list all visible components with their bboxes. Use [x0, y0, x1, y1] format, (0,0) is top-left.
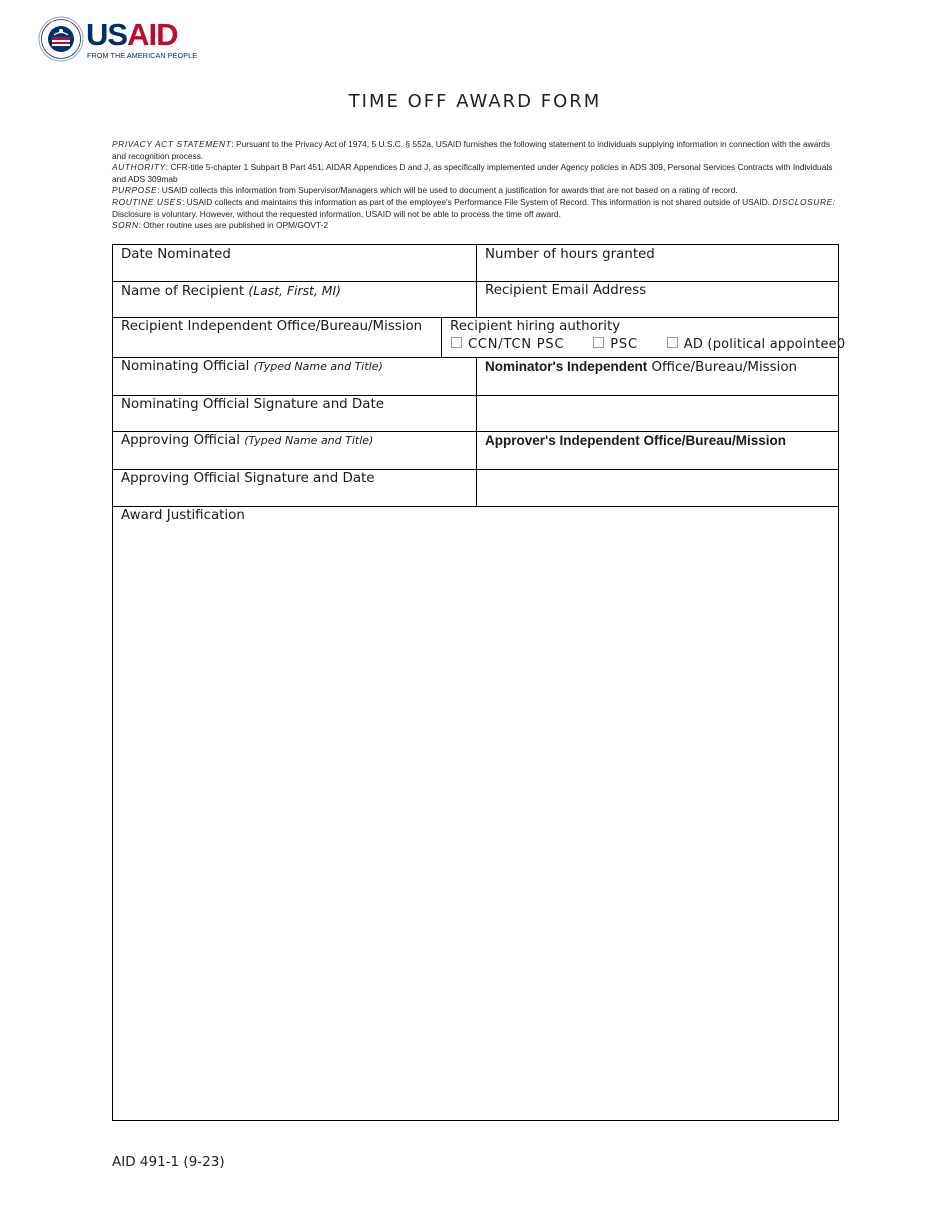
purpose-label: PURPOSE: [112, 185, 158, 196]
approver-office-field[interactable]: [476, 431, 838, 469]
disclosure-label: DISCLOSURE:: [772, 196, 836, 207]
date-nominated-field[interactable]: [113, 245, 476, 281]
nominating-official-label: Nominating Official: [121, 359, 254, 374]
hiring-authority-label: Recipient hiring authority: [450, 319, 621, 334]
privacy-line: [112, 139, 838, 162]
date-nominated-label: Date Nominated: [121, 247, 231, 262]
award-form-table: [112, 244, 846, 1121]
hiring-authority-options: [451, 336, 845, 354]
checkbox-ccn-tcn-psc[interactable]: [451, 337, 462, 348]
recipient-email-field[interactable]: [476, 281, 838, 317]
row-date-hours: [113, 245, 838, 282]
routine-uses-text: : USAID collects and maintains this information as part of the employee's Performance File System of Record. This information is not shared outside of USAID.: [182, 196, 773, 207]
nominator-office-label-bold: Nominator's Independent: [485, 359, 648, 374]
nominator-office-label-rest: Office/Bureau/Mission: [647, 360, 798, 375]
row-nominating-official: [113, 357, 838, 396]
option-ccn-tcn-psc-label: CCN/TCN PSC: [468, 337, 565, 352]
award-justification-field[interactable]: [113, 506, 838, 1120]
hiring-authority-field: [441, 317, 846, 357]
option-ad-political[interactable]: [667, 336, 846, 354]
recipient-office-label: Recipient Independent Office/Bureau/Mission: [121, 319, 423, 334]
option-psc[interactable]: [593, 336, 638, 354]
nominating-signature-label: Nominating Official Signature and Date: [121, 397, 384, 412]
privacy-act-label: PRIVACY ACT STATEMENT: [112, 139, 232, 149]
checkbox-psc[interactable]: [593, 337, 604, 348]
hours-granted-field[interactable]: [476, 245, 838, 281]
recipient-email-label: Recipient Email Address: [485, 283, 647, 298]
authority-line: [112, 162, 838, 185]
approving-signature-label: Approving Official Signature and Date: [121, 471, 375, 486]
form-number: AID 491-1 (9-23): [112, 1154, 225, 1170]
authority-label: AUTHORITY: [112, 162, 166, 173]
option-ccn-tcn-psc[interactable]: [451, 336, 564, 354]
wordmark-us: US: [86, 17, 128, 52]
nominating-official-hint: (Typed Name and Title): [253, 360, 383, 373]
sorn-label: SORN: [112, 220, 139, 231]
sorn-text: : Other routine uses are published in OPM/GOVT-2: [138, 220, 329, 231]
logo-tagline: FROM THE AMERICAN PEOPLE: [87, 51, 198, 60]
wordmark-aid: AID: [127, 17, 178, 52]
nominating-signature-field[interactable]: [113, 395, 476, 431]
recipient-office-field[interactable]: [113, 317, 441, 357]
purpose-text: : USAID collects this information from Supervisor/Managers which will be used to document a justification for awards that are not based on a rating of record.: [157, 185, 738, 196]
routine-uses-label: ROUTINE USES: [112, 196, 183, 207]
approving-signature-blank[interactable]: [476, 469, 838, 506]
disclosure-text: Disclosure is voluntary. However, without the requested information, USAID will not be able to process the time off award.: [112, 208, 561, 219]
privacy-statement: [112, 139, 838, 232]
approving-official-field[interactable]: [113, 431, 476, 469]
row-office-authority: [113, 317, 846, 358]
approver-office-label: Approver's Independent Office/Bureau/Mission: [485, 433, 787, 448]
approving-signature-field[interactable]: [113, 469, 476, 506]
checkbox-ad-political[interactable]: [667, 337, 678, 348]
row-recipient: [113, 281, 838, 318]
recipient-name-field[interactable]: [113, 281, 476, 317]
row-approving-official: [113, 431, 838, 470]
nominating-signature-blank[interactable]: [476, 395, 838, 431]
form-title: TIME OFF AWARD FORM: [348, 91, 602, 112]
award-justification-label: Award Justification: [121, 508, 245, 523]
nominator-office-field[interactable]: [476, 357, 838, 395]
hours-granted-label: Number of hours granted: [485, 247, 655, 262]
recipient-name-label: Name of Recipient: [121, 284, 249, 299]
authority-text: : CFR-title 5-chapter 1 Subpart B Part 451; AIDAR Appendices D and J, as specifically implemented under Agency policies in ADS 309, Personal Services Contracts with Individuals and ADS 309mab: [112, 162, 833, 184]
approving-official-hint: (Typed Name and Title): [244, 434, 374, 447]
option-ad-political-label: AD (political appointee0: [683, 337, 846, 352]
row-approving-signature: [113, 469, 838, 507]
nominating-official-field[interactable]: [113, 357, 476, 395]
row-nominating-signature: [113, 395, 838, 432]
approving-official-label: Approving Official: [121, 433, 245, 448]
recipient-name-hint: (Last, First, MI): [248, 283, 341, 298]
routine-uses-line: [112, 197, 838, 220]
sorn-line: [112, 220, 838, 232]
purpose-line: [112, 185, 838, 197]
privacy-act-text: : Pursuant to the Privacy Act of 1974, 5 U.S.C. § 552a, USAID furnishes the following statement to individuals supplying information in connection with the awards and recognition process.: [112, 139, 830, 161]
usaid-wordmark: [86, 16, 177, 54]
row-award-justification: [113, 506, 838, 1120]
option-psc-label: PSC: [610, 337, 638, 352]
usaid-seal-icon: [38, 16, 84, 62]
